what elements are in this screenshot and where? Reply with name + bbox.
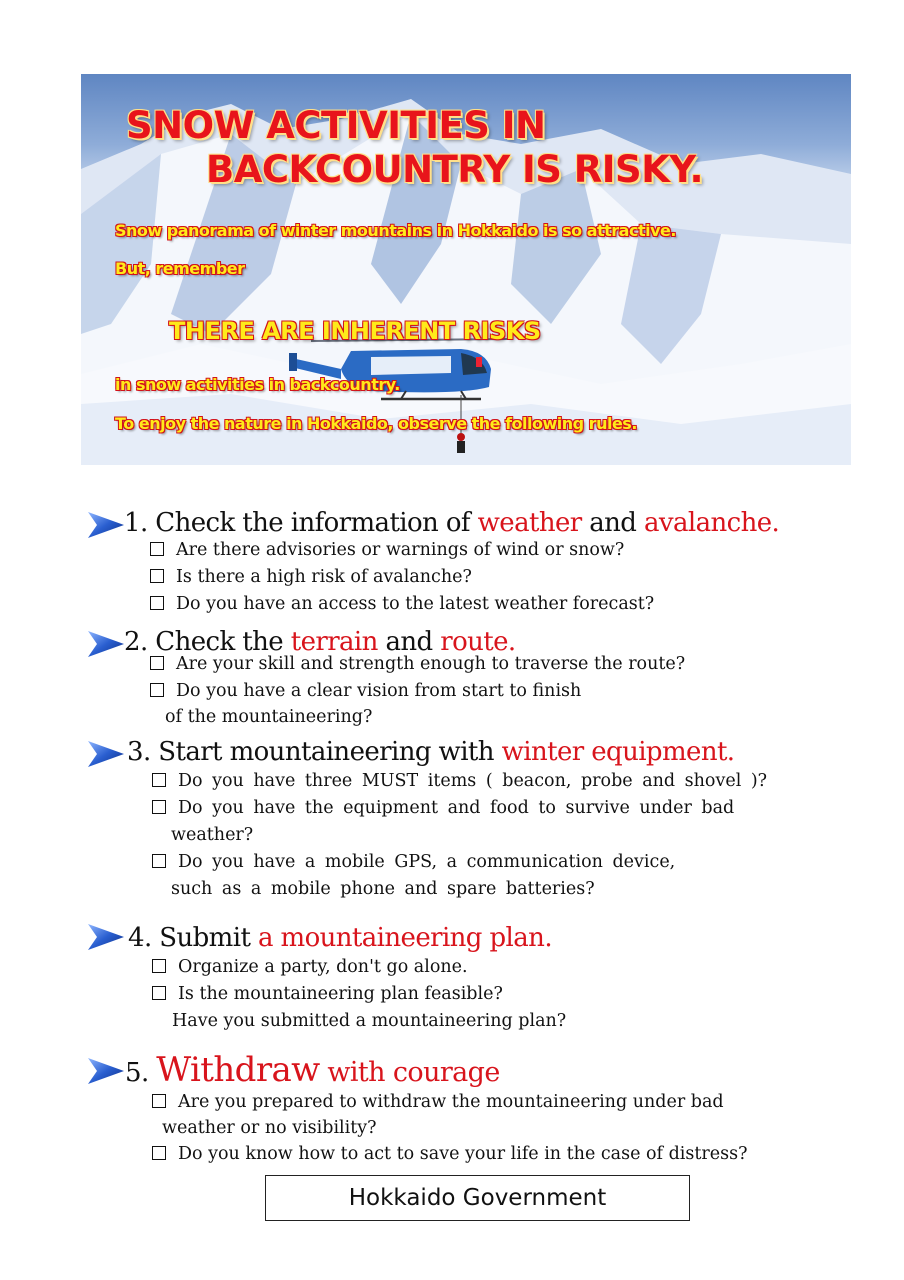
checklist-item: Do you know how to act to save your life in the case of distress? <box>152 1143 747 1165</box>
checkbox-icon[interactable] <box>152 959 166 973</box>
checklist-item: Do you have an access to the latest weather forecast? <box>150 593 654 615</box>
checkbox-icon[interactable] <box>152 1146 166 1160</box>
footer-hokkaido-government: Hokkaido Government <box>265 1175 690 1221</box>
blue-arrow-icon <box>88 631 124 657</box>
section-3-heading-text: 3. Start mountaineering with <box>127 737 494 767</box>
checklist-item-continued: weather or no visibility? <box>162 1118 377 1138</box>
section-2-heading-and: and <box>385 627 433 657</box>
section-2-heading-text: 2. Check the <box>124 627 284 657</box>
checklist-item-continued: weather? <box>171 825 254 845</box>
checklist-item-continued: such as a mobile phone and spare batteries? <box>171 879 595 899</box>
section-2-highlight-route: route. <box>440 627 516 657</box>
blue-arrow-icon <box>88 1058 124 1084</box>
blue-arrow-icon <box>88 741 124 767</box>
checklist-item-continued: Have you submitted a mountaineering plan? <box>172 1011 567 1031</box>
blue-arrow-icon <box>88 924 124 950</box>
section-1-highlight-weather: weather <box>477 508 582 538</box>
blue-arrow-icon <box>88 512 124 538</box>
section-5-highlight-courage: with courage <box>327 1057 500 1088</box>
checklist-item: Do you have a clear vision from start to finish <box>150 680 581 702</box>
section-5-highlight-withdraw: Withdraw <box>156 1050 320 1090</box>
checkbox-icon[interactable] <box>150 542 164 556</box>
section-4-heading <box>128 922 552 954</box>
checklist-item: Is the mountaineering plan feasible? <box>152 983 503 1005</box>
section-5-heading <box>125 1050 500 1090</box>
checklist-item: Is there a high risk of avalanche? <box>150 566 472 588</box>
banner-title-line2: BACKCOUNTRY IS RISKY. <box>206 148 704 191</box>
banner-text-line1: Snow panorama of winter mountains in Hokkaido is so attractive. <box>115 221 676 240</box>
section-1-highlight-avalanche: avalanche. <box>644 508 780 538</box>
checkbox-icon[interactable] <box>152 1094 166 1108</box>
section-2-highlight-terrain: terrain <box>290 627 378 657</box>
checklist-item: Are your skill and strength enough to traverse the route? <box>150 653 685 675</box>
checkbox-icon[interactable] <box>152 773 166 787</box>
checklist-item-continued: of the mountaineering? <box>165 707 373 727</box>
checkbox-icon[interactable] <box>150 569 164 583</box>
checkbox-icon[interactable] <box>150 596 164 610</box>
banner-text-line2: But, remember <box>115 259 245 278</box>
section-1-heading <box>124 507 779 539</box>
checkbox-icon[interactable] <box>152 986 166 1000</box>
checklist-item: Are you prepared to withdraw the mountaineering under bad <box>152 1091 724 1113</box>
banner-risk-heading: THERE ARE INHERENT RISKS <box>169 317 541 345</box>
section-3-heading <box>127 736 734 768</box>
section-4-heading-text: 4. Submit <box>128 923 251 953</box>
section-5-heading-text: 5. <box>125 1058 149 1088</box>
section-1-heading-text: 1. Check the information of <box>124 508 470 538</box>
section-1-heading-and: and <box>589 508 637 538</box>
checkbox-icon[interactable] <box>152 854 166 868</box>
banner-title-line1: SNOW ACTIVITIES IN <box>126 104 546 147</box>
checklist-item: Do you have a mobile GPS, a communication device, <box>152 851 675 873</box>
checklist-item: Do you have three MUST items ( beacon, probe and shovel )? <box>152 770 767 792</box>
checklist-item: Organize a party, don't go alone. <box>152 956 468 978</box>
hero-banner <box>81 74 851 465</box>
banner-text-line3: in snow activities in backcountry. <box>115 375 400 394</box>
section-4-highlight-plan: a mountaineering plan. <box>257 923 552 953</box>
section-3-highlight-equipment: winter equipment. <box>501 737 735 767</box>
banner-text-line4: To enjoy the nature in Hokkaido, observe the following rules. <box>115 414 637 433</box>
checkbox-icon[interactable] <box>152 800 166 814</box>
checklist-item: Do you have the equipment and food to survive under bad <box>152 797 734 819</box>
checkbox-icon[interactable] <box>150 683 164 697</box>
checkbox-icon[interactable] <box>150 656 164 670</box>
checklist-item: Are there advisories or warnings of wind or snow? <box>150 539 624 561</box>
